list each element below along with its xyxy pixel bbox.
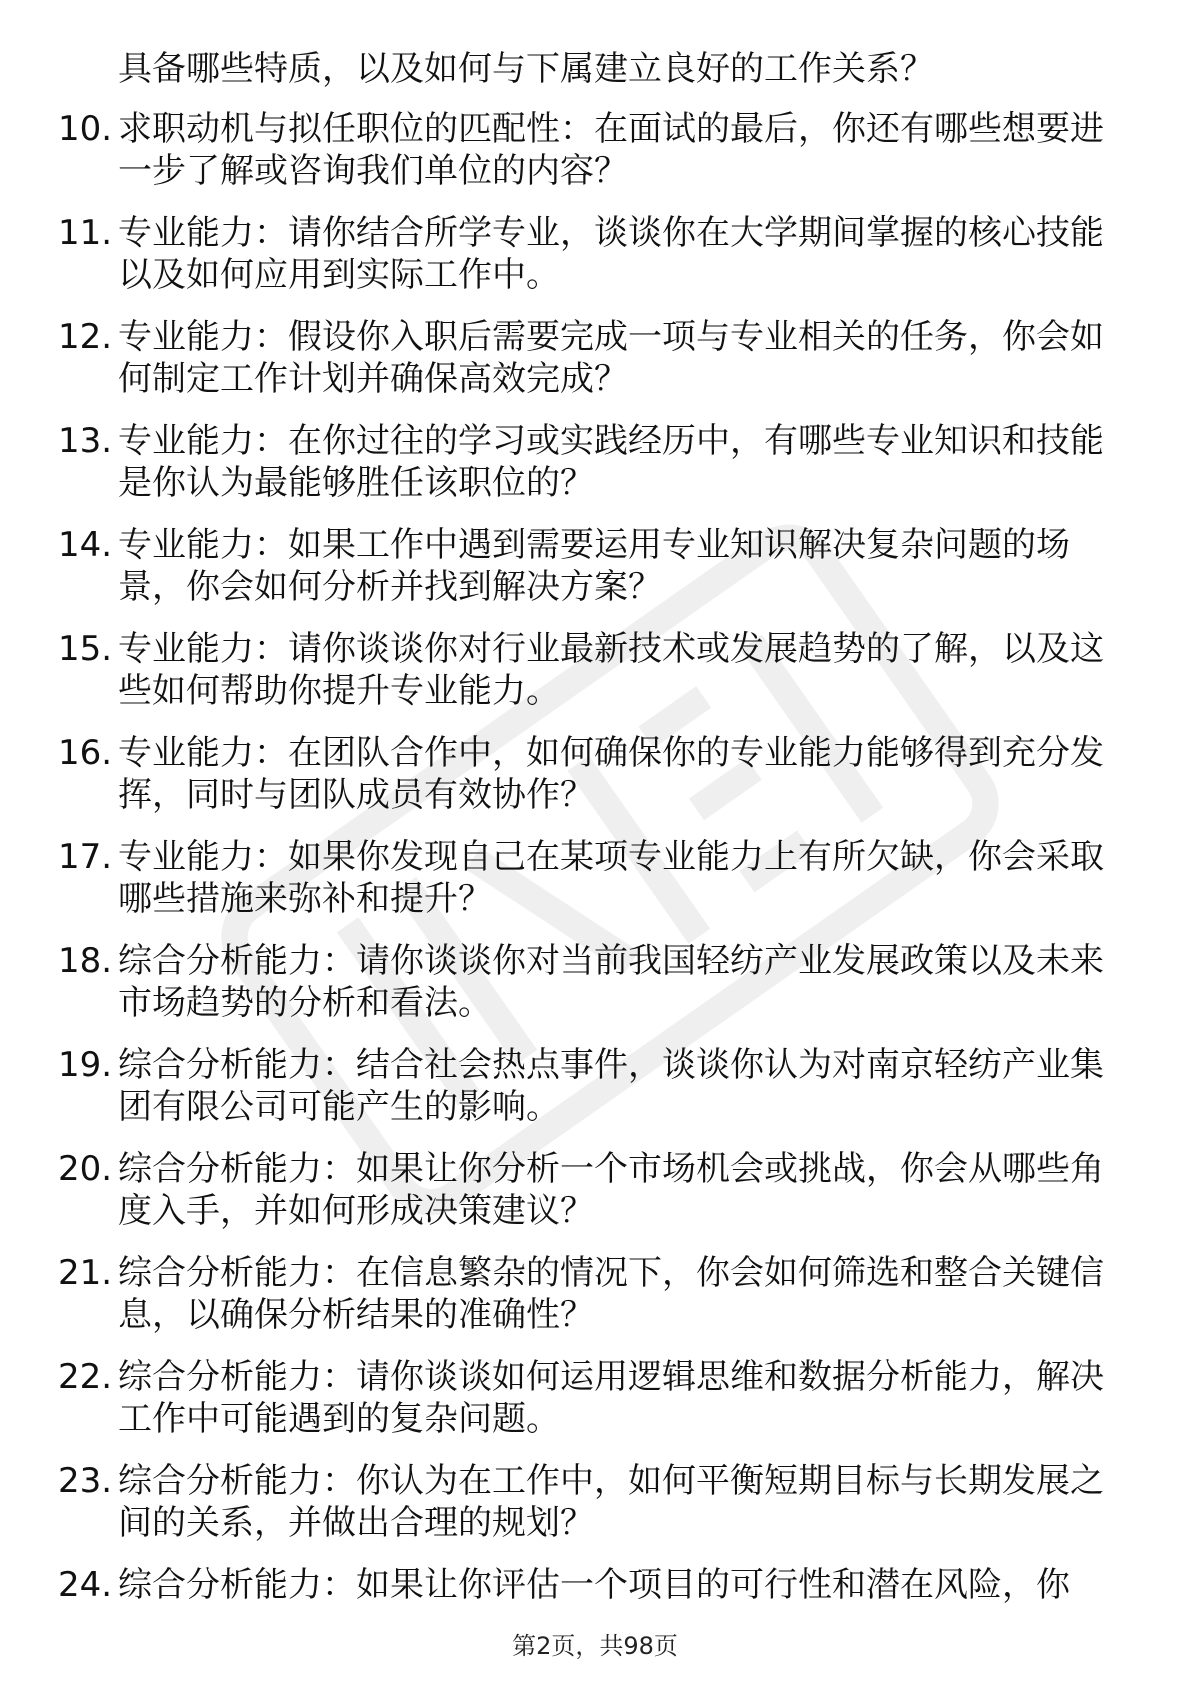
question-number: 15. bbox=[58, 629, 113, 669]
question-text: 求职动机与拟任职位的匹配性：在面试的最后，你还有哪些想要进一步了解或咨询我们单位的内容？ bbox=[118, 109, 1104, 191]
question-text: 专业能力：假设你入职后需要完成一项与专业相关的任务，你会如何制定工作计划并确保高效完成？ bbox=[118, 317, 1104, 399]
question-text: 综合分析能力：请你谈谈你对当前我国轻纺产业发展政策以及未来市场趋势的分析和看法。 bbox=[118, 941, 1104, 1023]
question-content bbox=[58, 48, 1108, 1626]
question-text: 综合分析能力：如果让你分析一个市场机会或挑战，你会从哪些角度入手，并如何形成决策建议？ bbox=[118, 1149, 1104, 1231]
question-text: 综合分析能力：请你谈谈如何运用逻辑思维和数据分析能力，解决工作中可能遇到的复杂问题。 bbox=[118, 1357, 1104, 1439]
question-list bbox=[58, 108, 1108, 1606]
question-text: 专业能力：在你过往的学习或实践经历中，有哪些专业知识和技能是你认为最能够胜任该职位的？ bbox=[118, 421, 1104, 503]
question-number: 16. bbox=[58, 733, 113, 773]
question-item bbox=[58, 316, 1108, 400]
question-item bbox=[58, 212, 1108, 296]
question-number: 13. bbox=[58, 421, 113, 461]
question-item bbox=[58, 1252, 1108, 1336]
question-text: 专业能力：请你谈谈你对行业最新技术或发展趋势的了解，以及这些如何帮助你提升专业能力。 bbox=[118, 629, 1104, 711]
question-item bbox=[58, 1148, 1108, 1232]
question-text: 专业能力：如果工作中遇到需要运用专业知识解决复杂问题的场景，你会如何分析并找到解决方案？ bbox=[118, 525, 1070, 607]
question-item bbox=[58, 940, 1108, 1024]
question-text: 专业能力：在团队合作中，如何确保你的专业能力能够得到充分发挥，同时与团队成员有效协作？ bbox=[118, 733, 1104, 815]
question-item bbox=[58, 524, 1108, 608]
question-number: 14. bbox=[58, 525, 113, 565]
question-number: 18. bbox=[58, 941, 113, 981]
question-text: 综合分析能力：如果让你评估一个项目的可行性和潜在风险，你 bbox=[118, 1565, 1070, 1605]
question-number: 23. bbox=[58, 1461, 113, 1501]
question-number: 10. bbox=[58, 109, 113, 149]
question-number: 22. bbox=[58, 1357, 113, 1397]
question-item bbox=[58, 108, 1108, 192]
question-number: 24. bbox=[58, 1565, 113, 1605]
question-text: 专业能力：如果你发现自己在某项专业能力上有所欠缺，你会采取哪些措施来弥补和提升？ bbox=[118, 837, 1104, 919]
question-item bbox=[58, 420, 1108, 504]
question-number: 17. bbox=[58, 837, 113, 877]
question-item bbox=[58, 1044, 1108, 1128]
question-text: 专业能力：请你结合所学专业，谈谈你在大学期间掌握的核心技能以及如何应用到实际工作中。 bbox=[118, 213, 1104, 295]
question-item bbox=[58, 836, 1108, 920]
question-item bbox=[58, 1356, 1108, 1440]
question-item bbox=[58, 1564, 1108, 1606]
page-number-footer: 第2页，共98页 bbox=[512, 1632, 678, 1660]
question-number: 19. bbox=[58, 1045, 113, 1085]
question-item bbox=[58, 1460, 1108, 1544]
question-text: 综合分析能力：你认为在工作中，如何平衡短期目标与长期发展之间的关系，并做出合理的规划？ bbox=[118, 1461, 1104, 1543]
question-number: 12. bbox=[58, 317, 113, 357]
question-number: 20. bbox=[58, 1149, 113, 1189]
question-number: 21. bbox=[58, 1253, 113, 1293]
question-item bbox=[58, 628, 1108, 712]
question-text: 综合分析能力：在信息繁杂的情况下，你会如何筛选和整合关键信息，以确保分析结果的准确性？ bbox=[118, 1253, 1104, 1335]
question-number: 11. bbox=[58, 213, 113, 253]
question-text: 综合分析能力：结合社会热点事件，谈谈你认为对南京轻纺产业集团有限公司可能产生的影响。 bbox=[118, 1045, 1104, 1127]
continuation-text: 具备哪些特质，以及如何与下属建立良好的工作关系？ bbox=[118, 49, 934, 89]
question-item bbox=[58, 732, 1108, 816]
